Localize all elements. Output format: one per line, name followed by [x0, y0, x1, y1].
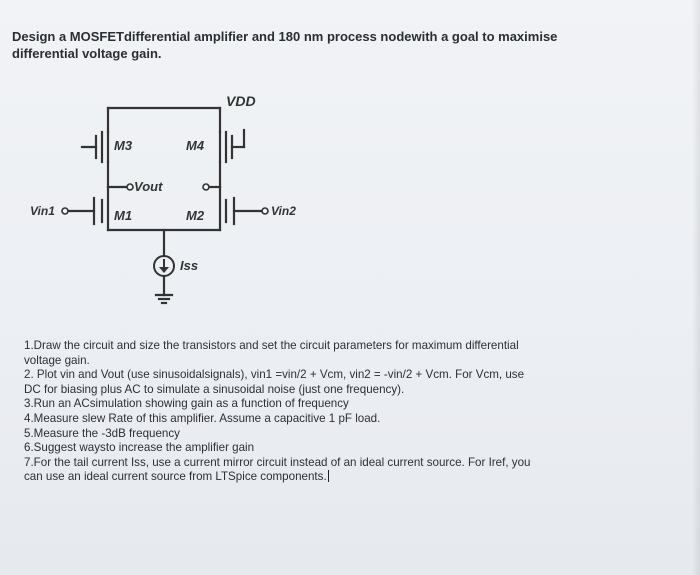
problem-statement-line-2: differential voltage gain.: [12, 46, 162, 61]
question-line: DC for biasing plus AC to simulate a sinusoidal noise (just one frequency).: [24, 382, 405, 396]
question-line: 2. Plot vin and Vout (use sinusoidalsignals), vin1 =vin/2 + Vcm, vin2 = -vin/2 + Vcm. For Vcm, use: [24, 368, 525, 382]
current-source-icon: [154, 256, 174, 276]
question-line: 6.Suggest waysto increase the amplifier gain: [24, 441, 255, 455]
question-line-last: [24, 470, 654, 485]
question-line-text: can use an ideal current source from LTSpice components.: [24, 470, 327, 484]
m3-label: M3: [114, 138, 133, 153]
question-line: 1.Draw the circuit and size the transistors and set the circuit parameters for maximum differential: [24, 339, 519, 352]
question-line: 5.Measure the -3dB frequency: [24, 426, 180, 440]
m2-label: M2: [186, 208, 205, 223]
problem-statement: [12, 28, 632, 62]
differential-amplifier-schematic: [30, 90, 310, 320]
m4-label: M4: [186, 138, 205, 153]
vdd-label: VDD: [226, 93, 256, 109]
question-line: 3.Run an ACsimulation showing gain as a function of frequency: [24, 397, 349, 411]
question-line: 7.For the tail current Iss, use a current mirror circuit instead of an ideal current source. For Iref, you: [24, 455, 531, 469]
iss-label: Iss: [180, 258, 199, 273]
question-line: voltage gain.: [24, 353, 90, 367]
vin2-label: Vin2: [271, 204, 296, 218]
m1-label: M1: [114, 208, 133, 223]
question-line: 4.Measure slew Rate of this amplifier. Assume a capacitive 1 pF load.: [24, 411, 381, 425]
vin1-label: Vin1: [30, 204, 55, 218]
photo-edge-shadow: [692, 0, 700, 575]
question-list: [24, 339, 654, 485]
vout-label: Vout: [134, 179, 163, 194]
text-cursor: [328, 470, 329, 482]
problem-statement-line-1: Design a MOSFETdifferential amplifier and 180 nm process nodewith a goal to maximise: [12, 29, 558, 44]
